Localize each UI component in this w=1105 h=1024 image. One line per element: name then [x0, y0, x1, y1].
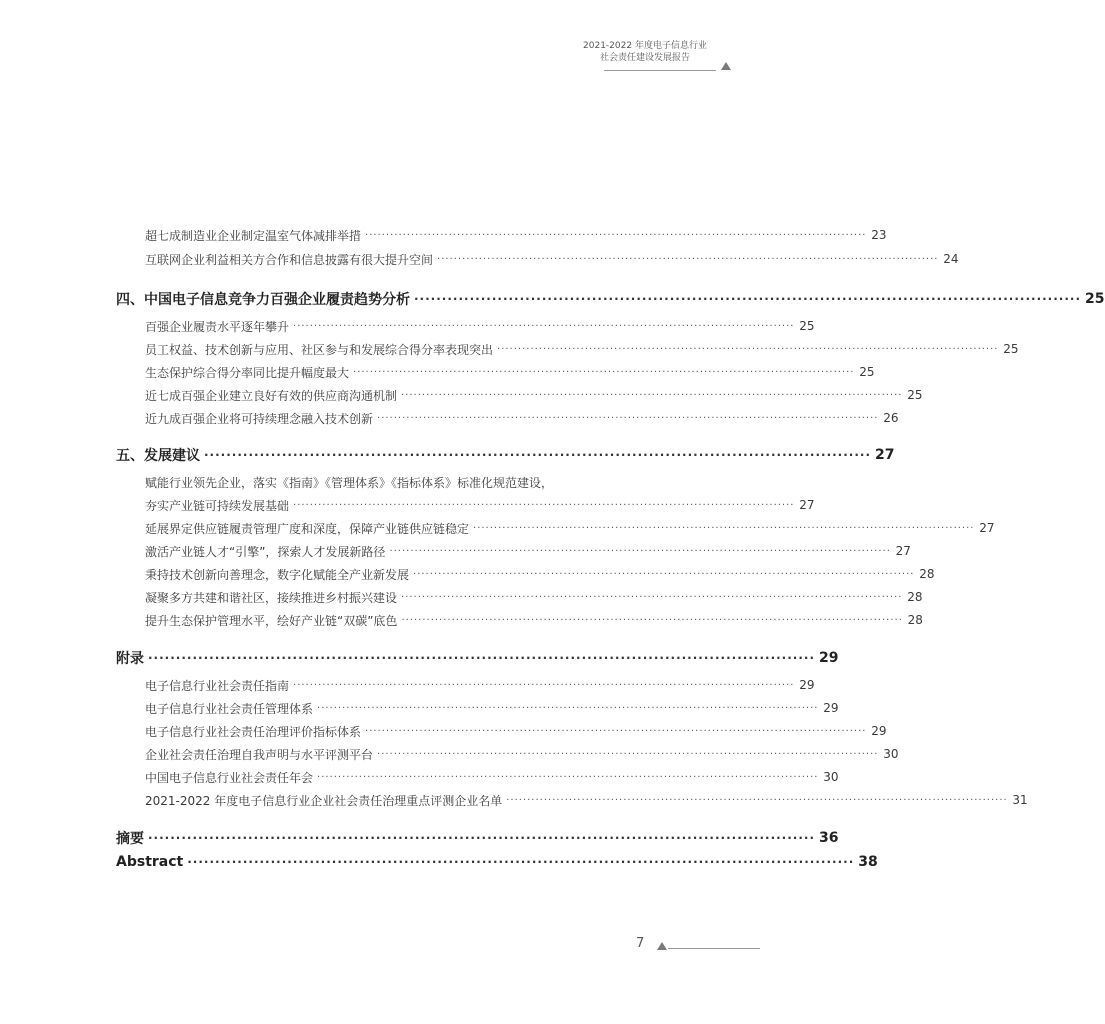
toc-entry[interactable]: [145, 385, 923, 405]
toc-section-page: 38: [858, 854, 878, 870]
dot-leader: ························································································································: [497, 343, 999, 355]
toc-entry[interactable]: [145, 541, 911, 561]
dot-leader: ························································································································: [148, 831, 816, 845]
dot-leader: ························································································································: [401, 591, 903, 603]
dot-leader: ························································································································: [377, 412, 879, 424]
toc-entry[interactable]: [145, 610, 923, 630]
toc-entry[interactable]: [145, 362, 875, 382]
toc-entry-page: 30: [883, 747, 899, 761]
toc-entry[interactable]: [145, 698, 839, 718]
toc-section-label: 四、中国电子信息竞争力百强企业履责趋势分析: [116, 292, 410, 308]
toc-entry-first-line[interactable]: 赋能行业领先企业，落实《指南》《管理体系》《指标体系》标准化规范建设，: [145, 476, 554, 490]
toc-entry-page: 27: [979, 521, 995, 535]
toc-entry[interactable]: [145, 518, 995, 538]
toc-entry-page: 28: [919, 567, 935, 581]
toc-entry-label: 百强企业履责水平逐年攀升: [145, 319, 290, 334]
header-line-2: 社会责任建设发展报告: [599, 53, 690, 63]
toc-entry-page: 31: [1012, 793, 1028, 807]
toc-entry[interactable]: [145, 744, 899, 764]
dot-leader: ························································································································: [377, 748, 879, 760]
toc-section-page: 29: [819, 650, 839, 666]
dot-leader: ························································································································: [506, 794, 1008, 806]
toc-entry-page: 27: [799, 498, 815, 512]
toc-entry[interactable]: [145, 249, 959, 269]
toc-entry[interactable]: [145, 721, 887, 741]
toc-entry-page: 26: [883, 411, 899, 425]
toc-entry-label: 互联网企业利益相关方合作和信息披露有很大提升空间: [145, 252, 434, 267]
dot-leader: ························································································································: [401, 614, 903, 626]
toc-entry[interactable]: [145, 675, 815, 695]
toc-entry-page: 25: [859, 365, 875, 379]
dot-leader: ························································································································: [473, 522, 975, 534]
toc-entry[interactable]: [145, 339, 1019, 359]
dot-leader: ························································································································: [148, 651, 816, 665]
dot-leader: ························································································································: [353, 366, 855, 378]
toc-entry-label: 秉持技术创新向善理念，数字化赋能全产业新发展: [145, 567, 410, 582]
toc-section-label: Abstract: [116, 854, 184, 870]
toc-entry-page: 25: [1003, 342, 1019, 356]
toc-section-summary[interactable]: [116, 828, 839, 848]
toc-entry-label: 夯实产业链可持续发展基础: [145, 498, 290, 513]
toc-section-label: 摘要: [116, 831, 144, 847]
toc-section-page: 36: [819, 830, 839, 846]
toc-section-page: 27: [875, 447, 895, 463]
toc-entry-label: 延展界定供应链履责管理广度和深度，保障产业链供应链稳定: [145, 521, 470, 536]
dot-leader: ························································································································: [204, 448, 872, 462]
toc-entry[interactable]: [145, 564, 935, 584]
footer-triangle-icon: [657, 942, 667, 950]
toc-entry[interactable]: [145, 587, 923, 607]
toc-entry-label: 生态保护综合得分率同比提升幅度最大: [145, 365, 350, 380]
toc-section-4[interactable]: [116, 289, 1105, 309]
toc-section-appendix[interactable]: [116, 648, 839, 668]
toc-entry-label: 提升生态保护管理水平，绘好产业链“双碳”底色: [145, 613, 398, 628]
dot-leader: ························································································································: [389, 545, 891, 557]
toc-entry-label: 近七成百强企业建立良好有效的供应商沟通机制: [145, 388, 398, 403]
toc-entry-page: 23: [871, 228, 887, 242]
toc-entry-label: 近九成百强企业将可持续理念融入技术创新: [145, 411, 374, 426]
toc-entry-label: 超七成制造业企业制定温室气体减排举措: [145, 228, 362, 243]
header-line-1: 2021-2022 年度电子信息行业: [583, 41, 707, 51]
dot-leader: ························································································································: [317, 702, 819, 714]
dot-leader: ························································································································: [293, 679, 795, 691]
page-number: 7: [636, 936, 645, 951]
toc-section-label: 五、发展建议: [116, 448, 200, 464]
dot-leader: ························································································································: [413, 568, 915, 580]
toc-section-abstract[interactable]: [116, 852, 878, 872]
dot-leader: ························································································································: [187, 855, 855, 869]
footer-rule: [668, 948, 760, 949]
dot-leader: ························································································································: [365, 229, 867, 241]
toc-entry-label: 电子信息行业社会责任治理评价指标体系: [145, 724, 362, 739]
toc-entry-label: 中国电子信息行业社会责任年会: [145, 770, 314, 785]
toc-entry-page: 30: [823, 770, 839, 784]
toc-entry-page: 28: [907, 590, 923, 604]
toc-entry-label: 员工权益、技术创新与应用、社区参与和发展综合得分率表现突出: [145, 342, 494, 357]
toc-entry[interactable]: [145, 316, 815, 336]
toc-section-page: 25: [1085, 291, 1105, 307]
dot-leader: ························································································································: [414, 292, 1082, 306]
dot-leader: ························································································································: [365, 725, 867, 737]
dot-leader: ························································································································: [317, 771, 819, 783]
toc-entry[interactable]: [145, 225, 887, 245]
toc-entry-page: 28: [907, 613, 923, 627]
toc-entry[interactable]: [145, 495, 815, 515]
toc-entry-page: 27: [895, 544, 911, 558]
toc-entry-page: 29: [871, 724, 887, 738]
toc-entry-label: 电子信息行业社会责任指南: [145, 678, 290, 693]
toc-entry[interactable]: [145, 767, 839, 787]
toc-entry[interactable]: [145, 408, 899, 428]
toc-entry-page: 25: [907, 388, 923, 402]
toc-section-label: 附录: [116, 651, 144, 667]
dot-leader: ························································································································: [293, 320, 795, 332]
dot-leader: ························································································································: [293, 499, 795, 511]
toc-entry-page: 29: [799, 678, 815, 692]
dot-leader: ························································································································: [401, 389, 903, 401]
toc-entry-label: 电子信息行业社会责任管理体系: [145, 701, 314, 716]
toc-entry-label: 企业社会责任治理自我声明与水平评测平台: [145, 747, 374, 762]
toc-entry-page: 24: [943, 252, 959, 266]
toc-entry-label: 激活产业链人才“引擎”，探索人才发展新路径: [145, 544, 386, 559]
toc-entry-label: 凝聚多方共建和谐社区，接续推进乡村振兴建设: [145, 590, 398, 605]
toc-entry-page: 25: [799, 319, 815, 333]
toc-entry-page: 29: [823, 701, 839, 715]
toc-section-5[interactable]: [116, 445, 895, 465]
dot-leader: ························································································································: [437, 253, 939, 265]
toc-entry-label: 2021-2022 年度电子信息行业企业社会责任治理重点评测企业名单: [145, 793, 503, 808]
toc-entry[interactable]: [145, 790, 1028, 810]
